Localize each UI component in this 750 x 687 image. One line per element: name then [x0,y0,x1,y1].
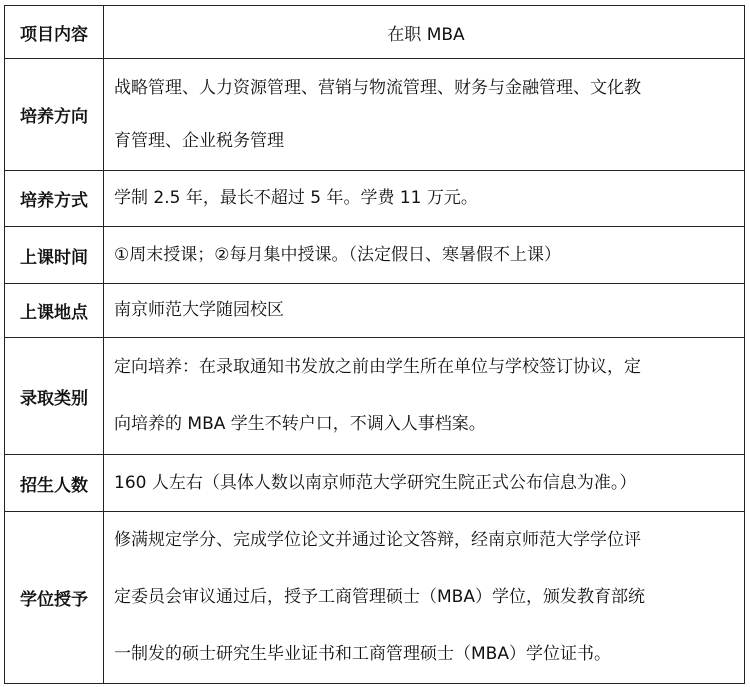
row-label: 培养方式 [5,171,104,227]
content-line: 修满规定学分、完成学位论文并通过论文答辩，经南京师范大学学位评 [114,530,641,550]
content-line: 定向培养：在录取通知书发放之前由学生所在单位与学校签订协议，定 [114,357,641,377]
row-content [104,284,745,338]
table-header-row [5,6,745,59]
row-label: 录取类别 [5,338,104,455]
row-degree-award [5,512,745,684]
content-line: 南京师范大学随园校区 [114,300,284,320]
row-training-mode [5,171,745,227]
mba-program-table [4,5,745,684]
row-content [104,171,745,227]
content-line: 160 人左右（具体人数以南京师范大学研究生院正式公布信息为准。） [114,472,637,493]
row-content [104,227,745,284]
row-label: 培养方向 [5,59,104,171]
content-line: 向培养的 MBA 学生不转户口，不调入人事档案。 [114,414,486,434]
content-line: 战略管理、人力资源管理、营销与物流管理、财务与金融管理、文化教 [114,77,641,98]
row-content [104,455,745,512]
header-label: 项目内容 [5,6,104,59]
row-training-direction [5,59,745,171]
content-line: 学制 2.5 年，最长不超过 5 年。学费 11 万元。 [114,188,478,208]
row-enrollment-count [5,455,745,512]
row-class-location [5,284,745,338]
row-label: 上课地点 [5,284,104,338]
row-admission-type [5,338,745,455]
row-label: 学位授予 [5,512,104,684]
row-class-time [5,227,745,284]
row-label: 上课时间 [5,227,104,284]
content-line: 定委员会审议通过后，授予工商管理硕士（MBA）学位，颁发教育部统 [114,587,645,607]
content-line: ①周末授课；②每月集中授课。（法定假日、寒暑假不上课） [114,244,561,265]
row-content [104,59,745,171]
content-line: 一制发的硕士研究生毕业证书和工商管理硕士（MBA）学位证书。 [114,644,611,664]
row-label: 招生人数 [5,455,104,512]
header-value: 在职 MBA [104,6,745,59]
row-content [104,338,745,455]
content-line: 育管理、企业税务管理 [114,130,284,151]
row-content [104,512,745,684]
